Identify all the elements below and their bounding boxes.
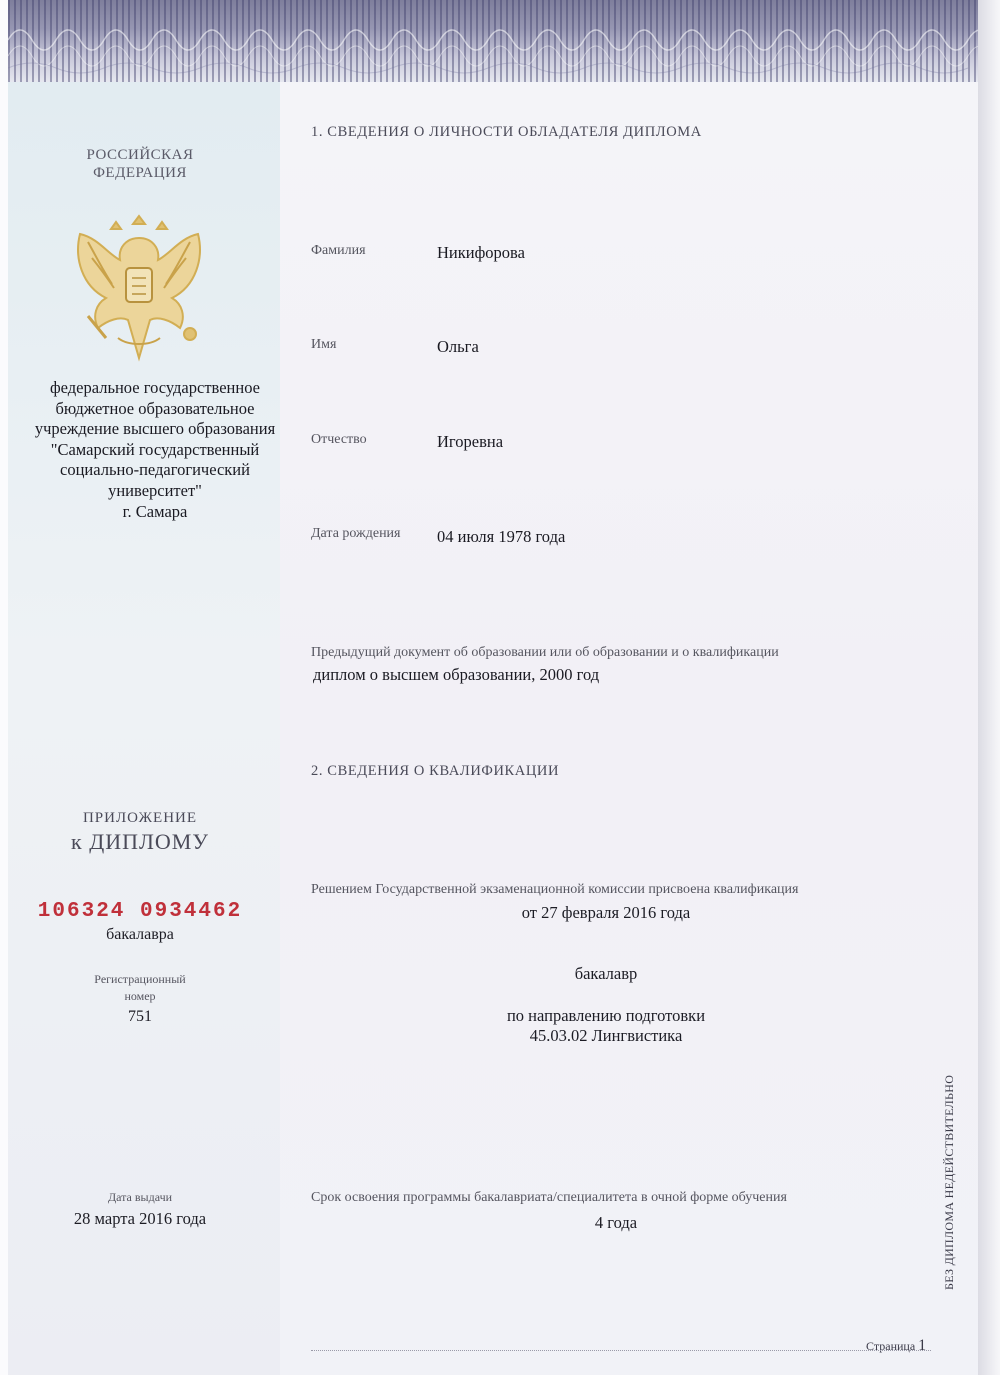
right-panel (280, 82, 978, 1375)
appendix-line-2: к ДИПЛОМУ (71, 829, 209, 854)
direction-value: 45.03.02 Лингвистика (529, 1026, 683, 1045)
institution-line: бюджетное образовательное (55, 398, 255, 418)
institution-line: учреждение высшего образования (34, 419, 276, 439)
institution-line: "Самарский государственный (50, 439, 260, 459)
registration-label (60, 971, 220, 1005)
name-value: Ольга (437, 337, 479, 356)
security-pattern-band (8, 0, 978, 82)
country-name (40, 146, 240, 182)
previous-document-value: диплом о высшем образовании, 2000 год (313, 665, 600, 684)
serial-number: 106324 0934462 (37, 900, 243, 923)
issue-date-label: Дата выдачи (107, 1190, 173, 1204)
section-2-title: 2. СВЕДЕНИЯ О КВАЛИФИКАЦИИ (311, 763, 560, 779)
study-term-label: Срок освоения программы бакалавриата/специалитета в очной форме обучения (311, 1190, 787, 1205)
page-indicator (866, 1337, 926, 1355)
patronymic-value: Игоревна (437, 432, 504, 451)
registration-label-line-2: номер (124, 989, 156, 1003)
appendix-line-1: ПРИЛОЖЕНИЕ (82, 810, 198, 826)
institution-line: федеральное государственное (49, 378, 260, 397)
institution-city: г. Самара (122, 501, 188, 521)
registration-number: 751 (128, 1008, 152, 1025)
birthdate-value: 04 июля 1978 года (437, 527, 566, 546)
decision-date: от 27 февраля 2016 года (521, 903, 691, 922)
page-label: Страница (866, 1339, 916, 1353)
coat-of-arms-icon (68, 208, 210, 366)
qualification: бакалавр (574, 964, 638, 983)
previous-document-label: Предыдущий документ об образовании или об образовании и о квалификации (311, 645, 779, 660)
birthdate-label: Дата рождения (311, 526, 401, 541)
section-1-title: 1. СВЕДЕНИЯ О ЛИЧНОСТИ ОБЛАДАТЕЛЯ ДИПЛОМА (311, 124, 702, 140)
institution-name (20, 378, 290, 522)
validity-note: БЕЗ ДИПЛОМА НЕДЕЙСТВИТЕЛЬНО (942, 1074, 956, 1290)
direction-label: по направлению подготовки (506, 1006, 706, 1025)
degree-level: бакалавра (106, 926, 174, 943)
name-label: Имя (311, 337, 337, 352)
page-edge (978, 0, 1000, 1375)
study-term-value: 4 года (594, 1213, 638, 1232)
surname-label: Фамилия (311, 243, 366, 258)
surname-value: Никифорова (437, 243, 525, 262)
bottom-divider (311, 1350, 931, 1351)
issue-date: 28 марта 2016 года (73, 1209, 207, 1228)
institution-line: университет" (108, 480, 202, 500)
page-number: 1 (918, 1337, 927, 1354)
country-line-2: ФЕДЕРАЦИЯ (93, 165, 187, 181)
registration-label-line-1: Регистрационный (94, 972, 186, 986)
guilloche-pattern (8, 0, 978, 82)
institution-line: социально-педагогический (60, 460, 250, 480)
country-line-1: РОССИЙСКАЯ (86, 147, 194, 163)
appendix-title (40, 810, 240, 855)
patronymic-label: Отчество (311, 432, 367, 447)
decision-label: Решением Государственной экзаменационной комиссии присвоена квалификация (311, 882, 799, 897)
